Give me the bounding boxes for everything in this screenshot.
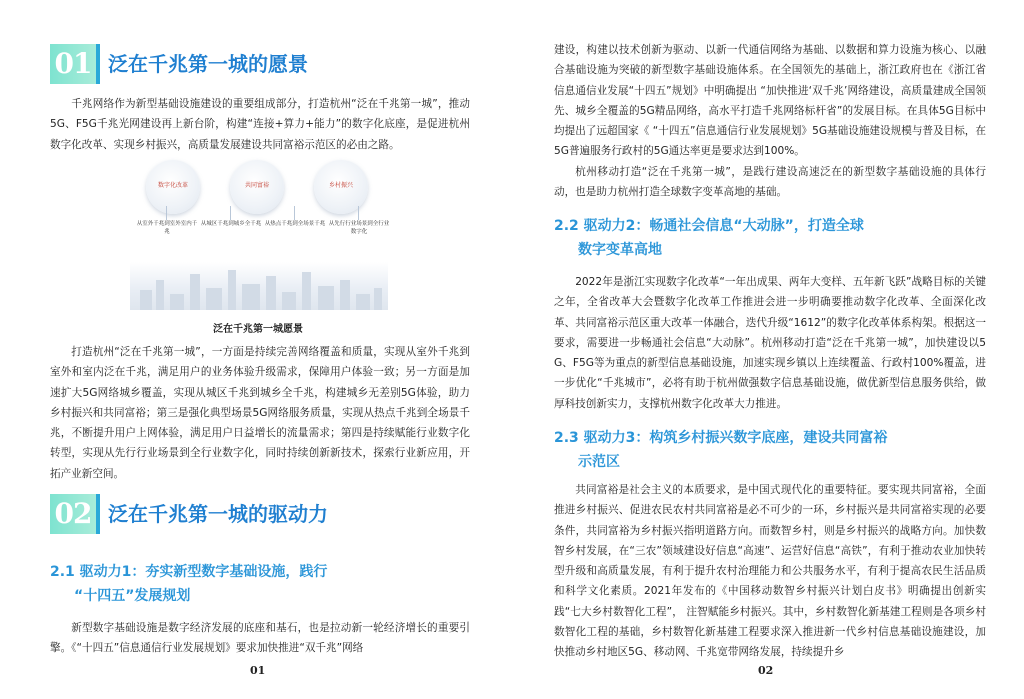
- section-1-header: [50, 44, 470, 84]
- connector-line: [358, 206, 359, 220]
- page-number: 02: [758, 664, 774, 677]
- section-1-number: 01: [50, 44, 96, 84]
- city-skyline-graphic: [130, 262, 388, 310]
- vision-figure: [118, 158, 398, 318]
- section-2-number: 02: [50, 494, 96, 534]
- section-2-header: [50, 494, 470, 534]
- continued-paragraph: 建设，构建以技术创新为驱动、以新一代通信网络为基础、以数据和算力设施为核心、以融合基础设施为突破的新型数字基础设施体系。在全国领先的基础上，浙江政府也在《浙江省信息通信业发展“十四五”规划》中明确提出 “加快推进‘双千兆’网络建设，高质量建成全国领先、城乡全覆盖的5G精品网络，高水平打造千兆网络标杆省”的发展目标。在具体5G目标中均提出了远超国家《 “十四五”信息通信行业发展规划》5G基础设施建设规模与普及目标，在5G普遍服务行政村的5G通达率更是要求达到100%。: [554, 44, 986, 158]
- page-number: 01: [250, 664, 266, 677]
- bubble-rural-revitalization: 乡村振兴: [314, 160, 368, 214]
- subsection-2-1-heading: 2.1 驱动力1：夯实新型数字基础设施，践行 “十四五”发展规划: [50, 564, 328, 604]
- subsection-2-2-paragraph: 2022年是浙江实现数字化改革“一年出成果、两年大变样、五年新飞跃”战略目标的关键之年，全省改革大会暨数字化改革工作推进会进一步明确要推动数字化改革、全面深化改革、共同富裕示范区重大改革一体融合，迭代升级“1612”的数字化改革体系构架。根据这一要求，需要进一步畅通社会信息“大动脉”。杭州移动打造“泛在千兆第一城”，加快建设以5G、F5G等为重点的新型信息基础设施，加速实现乡镇以上连续覆盖、行政村100%覆盖，进一步优化“千兆城市”，必将有助于杭州做强数字信息基础设施，做优新型信息服务供给，做厚科技创新实力，支撑杭州数字化改革大力推进。: [554, 276, 986, 410]
- right-page: [512, 0, 1024, 699]
- figure-caption-1: 从室外千兆到室外室内千兆: [136, 221, 198, 235]
- figure-caption-label: 泛在千兆第一城愿景: [213, 324, 303, 335]
- section-1-paragraph-2: 打造杭州“泛在千兆第一城”，一方面是持续完善网络覆盖和质量，实现从室外千兆到室外和室内泛在千兆，满足用户的业务体验升级需求，保障用户体验一致；另一方面是加速扩大5G网络城乡覆盖，实现从城区千兆到城乡全千兆，构建城乡无差别5G体验，助力乡村振兴和共同富裕；第三是强化典型场景5G网络服务质量，实现从热点千兆到全场景千兆，不断提升用户上网体验，满足用户日益增长的流量需求；第四是持续赋能行业数字化转型，实现从先行行业场景到全行业数字化，同时持续创新新技术，探索行业新应用，开拓产业新空间。: [50, 346, 470, 480]
- section-1-title: 泛在千兆第一城的愿景: [108, 52, 308, 76]
- figure-caption-4: 从先行行业场景到全行业数字化: [328, 221, 390, 235]
- section-1-paragraph-1: 千兆网络作为新型基础设施建设的重要组成部分，打造杭州“泛在千兆第一城”，推动5G、F5G千兆光网建设再上新台阶，构建“连接+算力+能力”的数字化底座，是促进杭州数字化改革、实现乡村振兴，高质量发展建设共同富裕示范区的必由之路。: [50, 98, 470, 151]
- connector-line: [166, 206, 167, 220]
- bubble-common-prosperity: 共同富裕: [230, 160, 284, 214]
- subsection-2-1-paragraph: 新型数字基础设施是数字经济发展的底座和基石，也是拉动新一轮经济增长的重要引擎。《“十四五”信息通信行业发展规划》要求加快推进“双千兆”网络: [50, 622, 470, 655]
- section-2-title: 泛在千兆第一城的驱动力: [108, 502, 328, 526]
- subsection-2-2-heading: 2.2 驱动力2：畅通社会信息“大动脉”，打造全球 数字变革高地: [554, 218, 864, 258]
- figure-caption-3: 从热点千兆到全场景千兆: [264, 221, 326, 227]
- connector-line: [230, 206, 231, 220]
- subsection-2-3-heading: 2.3 驱动力3：构筑乡村振兴数字底座，建设共同富裕 示范区: [554, 430, 888, 470]
- connector-line: [294, 206, 295, 220]
- bubble-digital-reform: 数字化改革: [146, 160, 200, 214]
- subsection-2-3-paragraph: 共同富裕是社会主义的本质要求，是中国式现代化的重要特征。要实现共同富裕，全面推进乡村振兴、促进农民农村共同富裕是必不可少的一环，乡村振兴是共同富裕实现的必要条件，共同富裕为乡村振兴指明道路方向。而数智乡村，则是乡村振兴的战略方向。加快数智乡村发展，在“三农”领域建设好信息“高速”、运营好信息“高铁”，有利于推动农业加快转型升级和高质量发展，有利于提升农村治理能力和公共服务水平，有利于提高农民生活品质和科学文化素质。2021年发布的《中国移动数智乡村振兴计划白皮书》明确提出创新实践“七大乡村数智化工程”， 注智赋能乡村振兴。其中，乡村数智化新基建工程则是各项乡村数智化工程的基础，乡村数智化新基建工程要求深入推进新一代乡村信息基础设施建设，加快推动乡村地区5G、移动网、千兆宽带网络发展，持续提升乡: [554, 484, 986, 659]
- paragraph-hangzhou-mobile: 杭州移动打造“泛在千兆第一城”，是践行建设高速泛在的新型数字基础设施的具体行动，也是助力杭州打造全球数字变革高地的基础。: [554, 166, 986, 199]
- figure-caption-2: 从城区千兆到城乡全千兆: [200, 221, 262, 227]
